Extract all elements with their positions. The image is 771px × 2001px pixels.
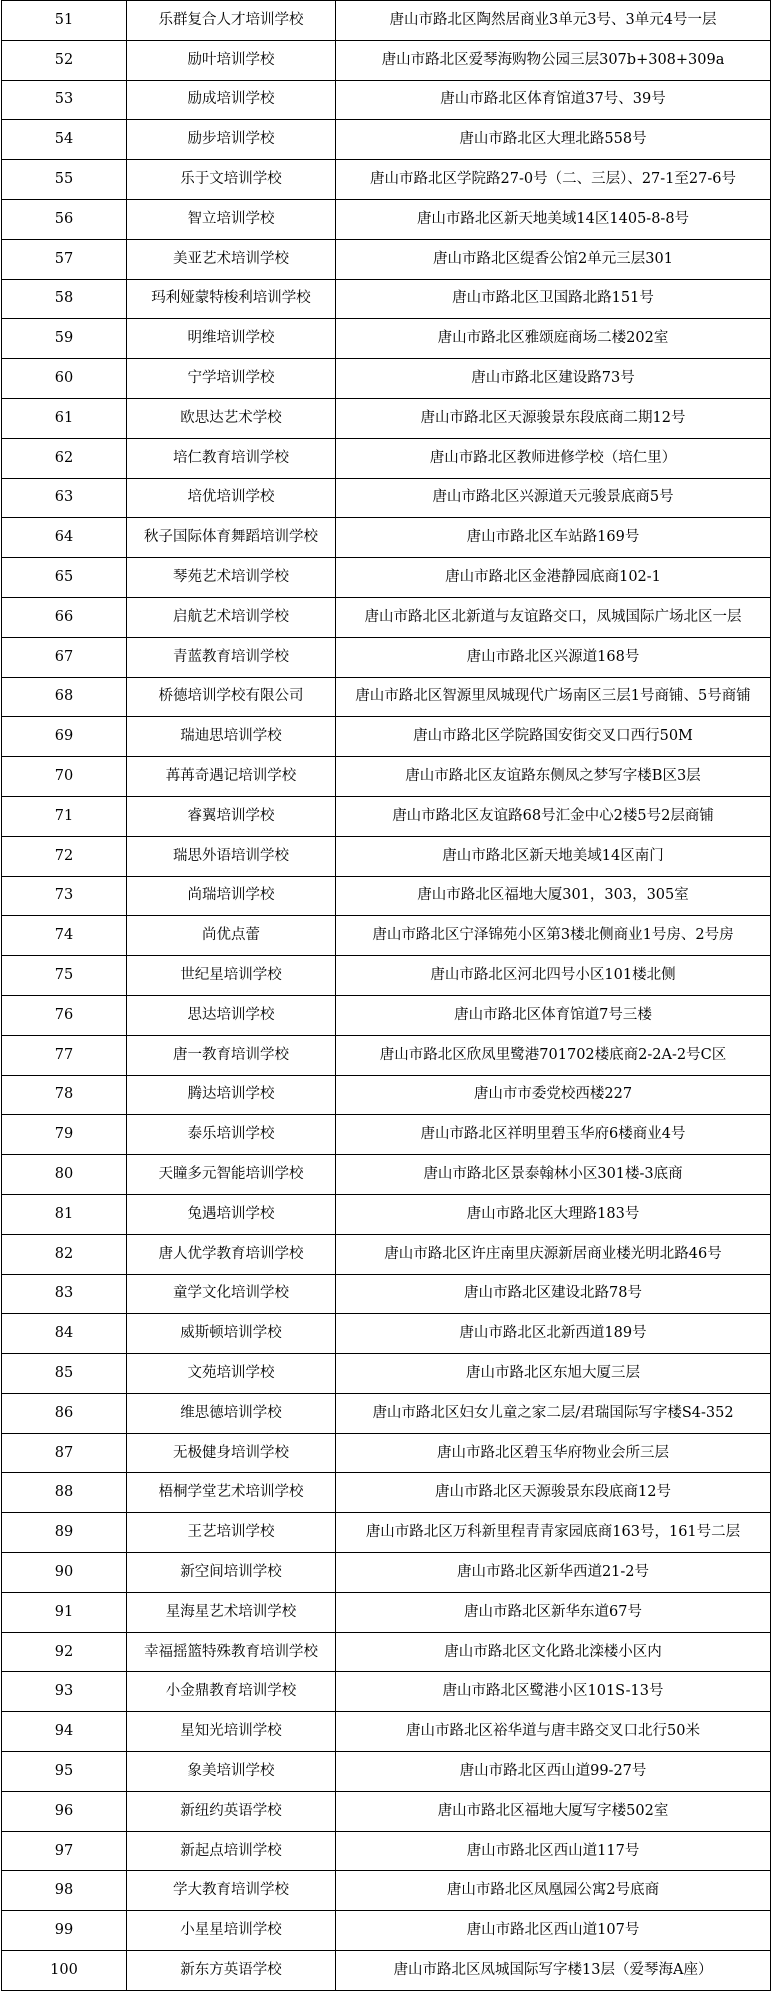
school-name: 新空间培训学校: [127, 1553, 336, 1593]
table-row: [2, 518, 771, 558]
school-name: 象美培训学校: [127, 1752, 336, 1792]
school-address: 唐山市路北区宁泽锦苑小区第3楼北侧商业1号房、2号房: [336, 916, 771, 956]
table-row: [2, 319, 771, 359]
row-number: 99: [2, 1911, 127, 1951]
row-number: 54: [2, 120, 127, 160]
table-row: [2, 956, 771, 996]
row-number: 58: [2, 279, 127, 319]
school-address: 唐山市路北区新天地美域14区1405-8-8号: [336, 199, 771, 239]
school-name: 威斯顿培训学校: [127, 1314, 336, 1354]
school-address: 唐山市路北区体育馆道7号三楼: [336, 995, 771, 1035]
row-number: 88: [2, 1473, 127, 1513]
school-address: 唐山市路北区车站路169号: [336, 518, 771, 558]
school-address: 唐山市路北区西山道117号: [336, 1831, 771, 1871]
table-row: [2, 239, 771, 279]
row-number: 70: [2, 757, 127, 797]
school-name: 世纪星培训学校: [127, 956, 336, 996]
row-number: 61: [2, 398, 127, 438]
table-row: [2, 836, 771, 876]
row-number: 77: [2, 1035, 127, 1075]
school-name: 励叶培训学校: [127, 40, 336, 80]
table-row: [2, 597, 771, 637]
school-name: 腾达培训学校: [127, 1075, 336, 1115]
school-name: 唐人优学教育培训学校: [127, 1234, 336, 1274]
row-number: 56: [2, 199, 127, 239]
row-number: 63: [2, 478, 127, 518]
school-address: 唐山市路北区大理北路558号: [336, 120, 771, 160]
school-name: 兔遇培训学校: [127, 1194, 336, 1234]
row-number: 71: [2, 796, 127, 836]
row-number: 60: [2, 359, 127, 399]
table-row: [2, 279, 771, 319]
row-number: 92: [2, 1632, 127, 1672]
school-name: 瑞迪思培训学校: [127, 717, 336, 757]
table-row: [2, 478, 771, 518]
school-name: 新纽约英语学校: [127, 1791, 336, 1831]
table-row: [2, 1, 771, 41]
school-name: 美亚艺术培训学校: [127, 239, 336, 279]
school-name: 宁学培训学校: [127, 359, 336, 399]
school-address: 唐山市路北区兴源道天元骏景底商5号: [336, 478, 771, 518]
school-name: 欧思达艺术学校: [127, 398, 336, 438]
school-address: 唐山市路北区碧玉华府物业会所三层: [336, 1433, 771, 1473]
row-number: 74: [2, 916, 127, 956]
table-row: [2, 916, 771, 956]
school-name: 秋子国际体育舞蹈培训学校: [127, 518, 336, 558]
school-address: 唐山市路北区裕华道与唐丰路交叉口北行50米: [336, 1712, 771, 1752]
school-name: 尚瑞培训学校: [127, 876, 336, 916]
school-name: 新东方英语学校: [127, 1951, 336, 1991]
school-address: 唐山市路北区体育馆道37号、39号: [336, 80, 771, 120]
school-name: 智立培训学校: [127, 199, 336, 239]
school-address: 唐山市路北区教师进修学校（培仁里）: [336, 438, 771, 478]
school-address: 唐山市路北区凤凰园公寓2号底商: [336, 1871, 771, 1911]
row-number: 75: [2, 956, 127, 996]
row-number: 65: [2, 558, 127, 598]
school-name: 泰乐培训学校: [127, 1115, 336, 1155]
school-name: 乐群复合人才培训学校: [127, 1, 336, 41]
school-address: 唐山市路北区新华东道67号: [336, 1592, 771, 1632]
school-name: 天瞳多元智能培训学校: [127, 1155, 336, 1195]
school-name: 乐于文培训学校: [127, 160, 336, 200]
school-address: 唐山市路北区缇香公馆2单元三层301: [336, 239, 771, 279]
row-number: 82: [2, 1234, 127, 1274]
table-row: [2, 40, 771, 80]
school-address: 唐山市路北区福地大厦301，303，305室: [336, 876, 771, 916]
school-name: 新起点培训学校: [127, 1831, 336, 1871]
school-name: 学大教育培训学校: [127, 1871, 336, 1911]
table-row: [2, 1155, 771, 1195]
row-number: 98: [2, 1871, 127, 1911]
table-row: [2, 1871, 771, 1911]
school-name: 青蓝教育培训学校: [127, 637, 336, 677]
school-name: 琴苑艺术培训学校: [127, 558, 336, 598]
school-name: 桥德培训学校有限公司: [127, 677, 336, 717]
row-number: 96: [2, 1791, 127, 1831]
table-row: [2, 1075, 771, 1115]
school-name: 培优培训学校: [127, 478, 336, 518]
row-number: 57: [2, 239, 127, 279]
school-address: 唐山市路北区福地大厦写字楼502室: [336, 1791, 771, 1831]
table-row: [2, 637, 771, 677]
school-name: 睿翼培训学校: [127, 796, 336, 836]
row-number: 64: [2, 518, 127, 558]
row-number: 87: [2, 1433, 127, 1473]
school-name: 苒苒奇遇记培训学校: [127, 757, 336, 797]
school-address: 唐山市路北区新华西道21-2号: [336, 1553, 771, 1593]
school-name: 童学文化培训学校: [127, 1274, 336, 1314]
row-number: 85: [2, 1354, 127, 1394]
school-address: 唐山市路北区祥明里碧玉华府6楼商业4号: [336, 1115, 771, 1155]
school-name: 瑞思外语培训学校: [127, 836, 336, 876]
school-name: 启航艺术培训学校: [127, 597, 336, 637]
table-row: [2, 1632, 771, 1672]
row-number: 79: [2, 1115, 127, 1155]
school-address: 唐山市路北区河北四号小区101楼北侧: [336, 956, 771, 996]
school-name: 培仁教育培训学校: [127, 438, 336, 478]
school-address: 唐山市路北区鹭港小区101S-13号: [336, 1672, 771, 1712]
school-address: 唐山市路北区陶然居商业3单元3号、3单元4号一层: [336, 1, 771, 41]
school-name: 思达培训学校: [127, 995, 336, 1035]
school-address: 唐山市路北区卫国路北路151号: [336, 279, 771, 319]
table-row: [2, 558, 771, 598]
row-number: 80: [2, 1155, 127, 1195]
table-row: [2, 1234, 771, 1274]
table-row: [2, 398, 771, 438]
row-number: 86: [2, 1393, 127, 1433]
table-row: [2, 876, 771, 916]
row-number: 73: [2, 876, 127, 916]
school-name: 明维培训学校: [127, 319, 336, 359]
row-number: 89: [2, 1513, 127, 1553]
school-address: 唐山市路北区兴源道168号: [336, 637, 771, 677]
table-row: [2, 1712, 771, 1752]
table-row: [2, 1433, 771, 1473]
school-address: 唐山市路北区友谊路68号汇金中心2楼5号2层商铺: [336, 796, 771, 836]
table-row: [2, 1791, 771, 1831]
table-row: [2, 1354, 771, 1394]
school-address: 唐山市路北区天源骏景东段底商二期12号: [336, 398, 771, 438]
row-number: 90: [2, 1553, 127, 1593]
school-address: 唐山市路北区学院路国安街交叉口西行50M: [336, 717, 771, 757]
school-address: 唐山市路北区万科新里程青青家园底商163号，161号二层: [336, 1513, 771, 1553]
school-name: 励步培训学校: [127, 120, 336, 160]
table-row: [2, 1115, 771, 1155]
school-name: 梧桐学堂艺术培训学校: [127, 1473, 336, 1513]
school-name: 维思德培训学校: [127, 1393, 336, 1433]
school-address: 唐山市路北区景泰翰林小区301楼-3底商: [336, 1155, 771, 1195]
row-number: 66: [2, 597, 127, 637]
table-row: [2, 438, 771, 478]
row-number: 76: [2, 995, 127, 1035]
table-row: [2, 1393, 771, 1433]
row-number: 69: [2, 717, 127, 757]
table-row: [2, 1314, 771, 1354]
schools-table: [1, 0, 771, 1991]
row-number: 62: [2, 438, 127, 478]
school-name: 文苑培训学校: [127, 1354, 336, 1394]
table-row: [2, 717, 771, 757]
school-address: 唐山市路北区建设路73号: [336, 359, 771, 399]
school-address: 唐山市路北区文化路北滦楼小区内: [336, 1632, 771, 1672]
school-name: 尚优点蕾: [127, 916, 336, 956]
school-address: 唐山市市委党校西楼227: [336, 1075, 771, 1115]
school-name: 王艺培训学校: [127, 1513, 336, 1553]
school-address: 唐山市路北区天源骏景东段底商12号: [336, 1473, 771, 1513]
row-number: 53: [2, 80, 127, 120]
table-row: [2, 359, 771, 399]
row-number: 83: [2, 1274, 127, 1314]
table-row: [2, 1752, 771, 1792]
school-address: 唐山市路北区大理路183号: [336, 1194, 771, 1234]
table-row: [2, 1035, 771, 1075]
school-name: 唐一教育培训学校: [127, 1035, 336, 1075]
row-number: 67: [2, 637, 127, 677]
school-name: 星知光培训学校: [127, 1712, 336, 1752]
school-address: 唐山市路北区建设北路78号: [336, 1274, 771, 1314]
school-name: 小星星培训学校: [127, 1911, 336, 1951]
table-row: [2, 1194, 771, 1234]
row-number: 51: [2, 1, 127, 41]
table-row: [2, 677, 771, 717]
table-row: [2, 796, 771, 836]
schools-table-body: [2, 1, 771, 1991]
row-number: 55: [2, 160, 127, 200]
table-row: [2, 1274, 771, 1314]
school-name: 励成培训学校: [127, 80, 336, 120]
table-row: [2, 1911, 771, 1951]
table-row: [2, 757, 771, 797]
table-row: [2, 160, 771, 200]
school-address: 唐山市路北区学院路27-0号（二、三层）、27-1至27-6号: [336, 160, 771, 200]
table-row: [2, 1592, 771, 1632]
table-row: [2, 1672, 771, 1712]
row-number: 95: [2, 1752, 127, 1792]
school-address: 唐山市路北区金港静园底商102-1: [336, 558, 771, 598]
row-number: 84: [2, 1314, 127, 1354]
table-row: [2, 1831, 771, 1871]
school-address: 唐山市路北区西山道107号: [336, 1911, 771, 1951]
table-row: [2, 80, 771, 120]
table-row: [2, 995, 771, 1035]
school-name: 星海星艺术培训学校: [127, 1592, 336, 1632]
table-row: [2, 120, 771, 160]
row-number: 81: [2, 1194, 127, 1234]
school-address: 唐山市路北区爱琴海购物公园三层307b+308+309a: [336, 40, 771, 80]
school-name: 玛利娅蒙特梭利培训学校: [127, 279, 336, 319]
school-address: 唐山市路北区妇女儿童之家二层/君瑞国际写字楼S4-352: [336, 1393, 771, 1433]
row-number: 97: [2, 1831, 127, 1871]
school-address: 唐山市路北区西山道99-27号: [336, 1752, 771, 1792]
row-number: 52: [2, 40, 127, 80]
school-address: 唐山市路北区东旭大厦三层: [336, 1354, 771, 1394]
school-address: 唐山市路北区许庄南里庆源新居商业楼光明北路46号: [336, 1234, 771, 1274]
school-address: 唐山市路北区欣凤里鹭港701702楼底商2-2A-2号C区: [336, 1035, 771, 1075]
school-name: 小金鼎教育培训学校: [127, 1672, 336, 1712]
table-row: [2, 1951, 771, 1991]
row-number: 100: [2, 1951, 127, 1991]
school-address: 唐山市路北区雅颂庭商场二楼202室: [336, 319, 771, 359]
table-row: [2, 199, 771, 239]
school-name: 幸福摇篮特殊教育培训学校: [127, 1632, 336, 1672]
school-address: 唐山市路北区凤城国际写字楼13层（爱琴海A座）: [336, 1951, 771, 1991]
school-address: 唐山市路北区新天地美域14区南门: [336, 836, 771, 876]
row-number: 59: [2, 319, 127, 359]
school-address: 唐山市路北区北新道与友谊路交口，凤城国际广场北区一层: [336, 597, 771, 637]
school-address: 唐山市路北区友谊路东侧凤之梦写字楼B区3层: [336, 757, 771, 797]
school-address: 唐山市路北区智源里凤城现代广场南区三层1号商铺、5号商铺: [336, 677, 771, 717]
row-number: 78: [2, 1075, 127, 1115]
table-row: [2, 1473, 771, 1513]
row-number: 94: [2, 1712, 127, 1752]
row-number: 93: [2, 1672, 127, 1712]
table-row: [2, 1513, 771, 1553]
row-number: 91: [2, 1592, 127, 1632]
school-name: 无极健身培训学校: [127, 1433, 336, 1473]
table-row: [2, 1553, 771, 1593]
row-number: 68: [2, 677, 127, 717]
row-number: 72: [2, 836, 127, 876]
school-address: 唐山市路北区北新西道189号: [336, 1314, 771, 1354]
